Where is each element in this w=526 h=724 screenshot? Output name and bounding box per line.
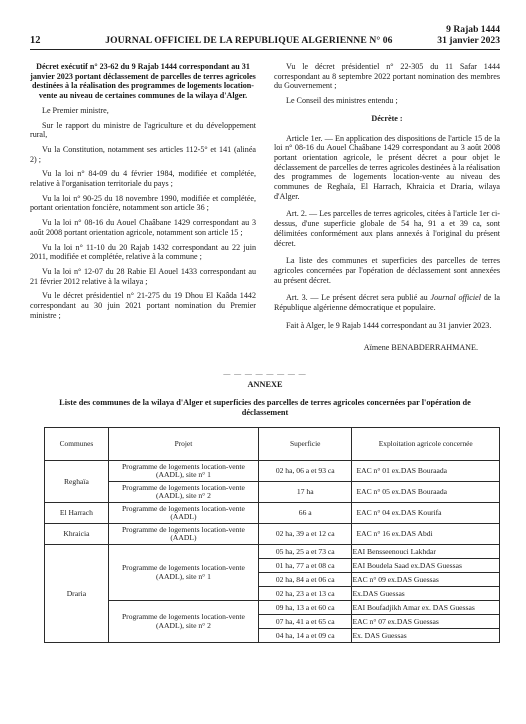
left-paragraph: Sur le rapport du ministre de l'agriculture et du développement rural,: [30, 120, 256, 140]
left-paragraph: Vu le décret présidentiel n° 21-275 du 19 Dhou El Kaâda 1442 correspondant au 30 juin 2021 portant nomination du Premier ministre ;: [30, 291, 256, 320]
left-paragraph: Vu la loi n° 84-09 du 4 février 1984, modifiée et complétée, relative à l'organisation territoriale du pays ;: [30, 169, 256, 189]
commune-cell: Draria: [45, 545, 109, 643]
page-number: 12: [30, 35, 41, 46]
column-header: Superficie: [259, 428, 352, 461]
table-row: [45, 461, 500, 482]
issue-date-gregorian: 31 janvier 2023: [437, 35, 500, 46]
left-paragraph: Le Premier ministre,: [42, 105, 109, 115]
exploitation-cell: EAC n° 05 ex.DAS Bouraada: [352, 482, 500, 503]
left-paragraph: Vu la loi n° 90-25 du 18 novembre 1990, modifiée et complétée, portant orientation foncière, notamment son article 36 ;: [30, 193, 256, 213]
exploitation-cell: EAC n° 01 ex.DAS Bouraada: [352, 461, 500, 482]
article-1: Article 1er. — En application des dispositions de l'article 15 de la loi n° 08-16 du Aouel Chaâbane 1429 correspondant au 3 août 2008 portant orientation agricole, le présent décret a pour objet le déclassement de parcelles de terres agricoles destinées à la réalisation des programmes de logements location-vente au niveau des communes de Reghaïa, El Harrach, Khraicia et Draria, wilaya d'Alger.: [274, 133, 500, 201]
exploitation-cell: EAI Boufadjikh Amar ex. DAS Guessas: [352, 601, 500, 615]
column-header: Projet: [108, 428, 258, 461]
annexe-table: [44, 427, 500, 643]
exploitation-cell: EAI Bensseenouci Lakhdar: [352, 545, 500, 559]
exploitation-cell: Ex. DAS Guessas: [352, 629, 500, 643]
superficie-cell: 05 ha, 25 a et 73 ca: [259, 545, 352, 559]
column-header: Exploitation agricole concernée: [352, 428, 500, 461]
superficie-cell: 01 ha, 77 a et 08 ca: [259, 559, 352, 573]
page-header: [30, 20, 500, 50]
exploitation-cell: Ex.DAS Guessas: [352, 587, 500, 601]
column-header: Communes: [45, 428, 109, 461]
table-row: [45, 524, 500, 545]
left-paragraph: Vu la loi n° 12-07 du 28 Rabie El Aouel 1433 correspondant au 21 février 2012 relative à la wilaya ;: [30, 266, 256, 286]
table-row: [45, 601, 500, 615]
right-paragraph: Vu le décret présidentiel n° 22-305 du 11 Safar 1444 correspondant au 8 septembre 2022 portant nomination des membres du Gouvernement ;: [274, 62, 500, 91]
superficie-cell: 07 ha, 41 a et 65 ca: [259, 615, 352, 629]
superficie-cell: 04 ha, 14 a et 09 ca: [259, 629, 352, 643]
exploitation-cell: EAC n° 07 ex.DAS Guessas: [352, 615, 500, 629]
left-paragraph: Vu la loi n° 11-10 du 20 Rajab 1432 correspondant au 22 juin 2011, modifiée et complétée, relative à la commune ;: [30, 242, 256, 262]
projet-cell: Programme de logements location-vente (AADL), site n° 1: [108, 461, 258, 482]
decree-columns: [30, 62, 500, 358]
article-3: [274, 293, 500, 312]
exploitation-cell: EAC n° 09 ex.DAS Guessas: [352, 573, 500, 587]
article-2-annex-note: La liste des communes et superficies des parcelles de terres agricoles concernées par l'opération de déclassement sont annexées au présent décret.: [274, 256, 500, 285]
commune-cell: Reghaïa: [45, 461, 109, 503]
left-paragraph: Vu la Constitution, notamment ses articles 112-5° et 141 (alinéa 2) ;: [30, 144, 256, 164]
projet-cell: Programme de logements location-vente (AADL): [108, 524, 258, 545]
decrete-heading: Décrète :: [371, 113, 403, 123]
article-3-prefix: Art. 3. — Le présent décret sera publié au: [286, 293, 428, 303]
done-at: Fait à Alger, le 9 Rajab 1444 correspondant au 31 janvier 2023.: [286, 320, 492, 330]
projet-cell: Programme de logements location-vente (AADL), site n° 2: [108, 601, 258, 643]
annexe-title: Liste des communes de la wilaya d'Alger et superficies des parcelles de terres agricoles concernées par l'opération de déclassement: [59, 398, 471, 417]
journal-title: JOURNAL OFFICIEL DE LA REPUBLIQUE ALGERIENNE N° 06: [105, 35, 393, 46]
table-row: [45, 503, 500, 524]
left-paragraph: Vu la loi n° 08-16 du Aouel Chaâbane 1429 correspondant au 3 août 2008 portant orientation agricole, notamment son article 15 ;: [30, 218, 256, 237]
superficie-cell: 02 ha, 23 a et 13 ca: [259, 587, 352, 601]
left-column: [30, 62, 256, 358]
exploitation-cell: EAI Boudela Saad ex.DAS Guessas: [352, 559, 500, 573]
commune-cell: Khraicia: [45, 524, 109, 545]
annexe-label: ANNEXE: [247, 380, 283, 390]
right-column: [274, 62, 500, 358]
superficie-cell: 66 a: [259, 503, 352, 524]
table-row: [45, 482, 500, 503]
exploitation-cell: EAC n° 16 ex.DAS Abdi: [352, 524, 500, 545]
decree-title: Décret exécutif n° 23-62 du 9 Rajab 1444 correspondant au 31 janvier 2023 portant déclassement de parcelles de terres agricoles destinées à la réalisation des programmes de logements location-vente au niveau de certaines communes de la wilaya d'Alger.: [30, 62, 256, 101]
table-header-row: [45, 428, 500, 461]
superficie-cell: 17 ha: [259, 482, 352, 503]
article-2: Art. 2. — Les parcelles de terres agricoles, citées à l'article 1er ci-dessus, d'une superficie globale de 54 ha, 91 a et 39 ca, sont délimitées conformément aux plans annexés à l'original du présent décret.: [274, 209, 500, 248]
article-3-journal: Journal officiel: [430, 293, 481, 303]
article-3-suffix: de la République algérienne démocratique et populaire.: [274, 293, 500, 313]
issue-date-hijri: 9 Rajab 1444: [446, 24, 500, 35]
issue-date: [437, 24, 500, 46]
journal-page: [30, 20, 500, 643]
commune-cell: El Harrach: [45, 503, 109, 524]
superficie-cell: 02 ha, 84 a et 06 ca: [259, 573, 352, 587]
projet-cell: Programme de logements location-vente (AADL): [108, 503, 258, 524]
signature: Aïmene BENABDERRAHMANE.: [363, 343, 478, 353]
separator-line: — — — — — — — —: [223, 370, 307, 379]
right-paragraph: Le Conseil des ministres entendu ;: [286, 96, 398, 106]
superficie-cell: 09 ha, 13 a et 60 ca: [259, 601, 352, 615]
table-row: [45, 545, 500, 559]
projet-cell: Programme de logements location-vente (AADL), site n° 2: [108, 482, 258, 503]
exploitation-cell: EAC n° 04 ex.DAS Kourifa: [352, 503, 500, 524]
superficie-cell: 02 ha, 39 a et 12 ca: [259, 524, 352, 545]
projet-cell: Programme de logements location-vente (AADL), site n° 1: [108, 545, 258, 601]
superficie-cell: 02 ha, 06 a et 93 ca: [259, 461, 352, 482]
